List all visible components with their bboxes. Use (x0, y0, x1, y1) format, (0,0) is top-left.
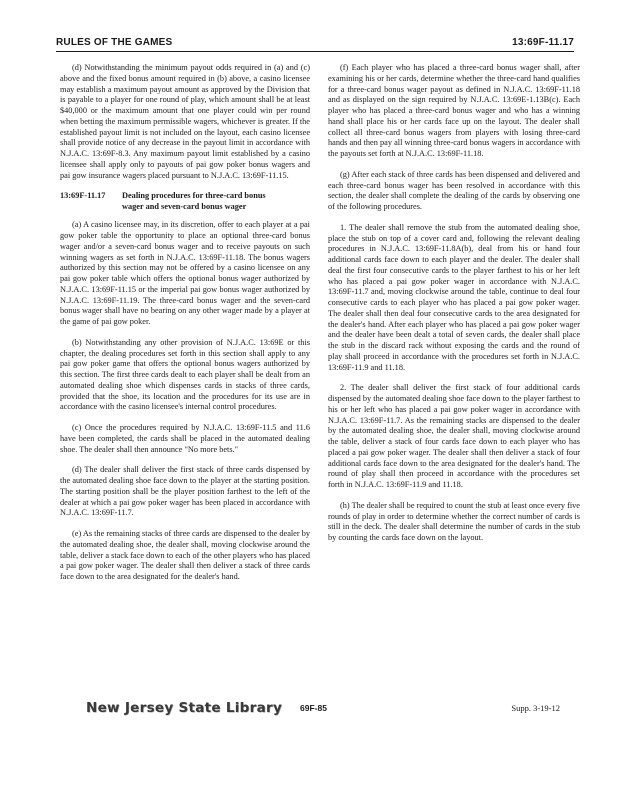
library-watermark: New Jersey State Library (86, 700, 283, 716)
paragraph-b: (b) Notwithstanding any other provision of N.J.A.C. 13:69E or this chapter, the dealing procedures set forth in this section shall apply to any pai gow poker game that offers the optional bonus wagers authorized by this section. The first three cards dealt to each player shall be dealt from an automated dealing shoe which dispenses cards in stacks of three cards, provided that the shoe, its location and the procedures for its use are in accordance with the casino licensee's internal control procedures. (60, 337, 310, 412)
paragraph-c: (c) Once the procedures required by N.J.A.C. 13:69F-11.5 and 11.6 have been completed, the cards shall be placed in the automated dealing shoe. The dealer shall then announce "No more bets." (60, 423, 310, 454)
chapter-title: RULES OF THE GAMES (56, 37, 173, 48)
paragraph-g: (g) After each stack of three cards has been dispensed and delivered and each three-card bonus wager has been resolved in accordance with this section, the dealer shall complete the dealing of the cards by observing one of the following procedures. (328, 169, 580, 211)
section-title-line-2: wager and seven-card bonus wager (122, 201, 247, 211)
paragraph-h: (h) The dealer shall be required to count the stub at least once every five rounds of play in order to determine whether the correct number of cards is still in the deck. The dealer shall determine the number of cards in the stub by counting the cards face down on the layout. (328, 500, 580, 542)
page-footer (0, 700, 621, 723)
section-title-line-1: Dealing procedures for three-card bonus (122, 191, 266, 201)
paragraph-d-payout-limit: (d) Notwithstanding the minimum payout odds required in (a) and (c) above and the fixed bonus amount required in (b) above, a casino licensee may establish a maximum payout amount as approved by the Division that is payable to a player for one round of play, which amount shall be at least $40,000 or the maximum amount that one player could win per round when betting the maximum permissible wagers, whichever is greater. If the established payout limit is not included on the layout, each casino licensee shall provide notice of any decrease in the payout limit in accordance with N.J.A.C. 13:69F-8.3. Any maximum payout limit established by a casino licensee shall apply only to payouts of pai gow poker bonus wagers and pai gow insurance wagers placed pursuant to N.J.A.C. 13:69F-11.15. (60, 63, 310, 180)
paragraph-e: (e) As the remaining stacks of three cards are dispensed to the dealer by the automated dealing shoe, the dealer shall, moving clockwise around the table, deliver a stack face down to each of the other players who has placed a pai gow poker wager. The dealer shall then deliver a stack of three cards face down to the area designated for the dealer's hand. (60, 529, 310, 581)
paragraph-f: (f) Each player who has placed a three-card bonus wager shall, after examining his or her cards, determine whether the three-card hand qualifies for a three-card bonus wager payout as defined in N.J.A.C. 13:69F-11.18 and as displayed on the sign required by N.J.A.C. 13:69E-1.13B(c). Each player who has placed a three-card bonus wager and who has a winning hand shall place his or her cards face up on the layout. The dealer shall collect all three-card bonus wagers from players with losing three-card hands and then pay all winning three-card bonus wagers in accordance with the payouts set forth at N.J.A.C. 13:69F-11.18. (328, 63, 580, 158)
supplement-date: Supp. 3-19-12 (511, 703, 560, 713)
left-column (60, 63, 310, 593)
paragraph-g-1: 1. The dealer shall remove the stub from the automated dealing shoe, place the stub on top of a cover card and, following the relevant dealing procedures in N.J.A.C. 13:69F-11.8A(b), deal from his or hand four additional cards face down to each player and the dealer. The dealer shall deal the first four consecutive cards to the player farthest to his or her left who has placed a pai gow poker wager in accordance with N.J.A.C. 13:69F-11.7 and, moving clockwise around the table, continue to deal four consecutive cards to each player who has placed a pai gow poker wager. The dealer shall then deal four consecutive cards to the area designated for the dealer's hand. After each player who has placed a pai gow poker wager and the dealer have been dealt a total of seven cards, the dealer shall place the stub in the discard rack without exposing the cards and the round of play shall proceed in accordance with the procedures set forth in N.J.A.C. 13:69F-11.9 and 11.18. (328, 222, 580, 372)
section-reference: 13:69F-11.17 (512, 37, 574, 48)
paragraph-g-2: 2. The dealer shall deliver the first stack of four additional cards dispensed by the automated dealing shoe face down to the player farthest to his or her left who has placed a pai gow poker wager in accordance with N.J.A.C. 13:69F-11.7. As the remaining stacks are dispensed to the dealer by the automated dealing shoe, the dealer shall, moving clockwise around the table, deliver a stack of four cards face down to each player who has placed a pai gow poker wager. The dealer shall then deliver a stack of four additional cards face down to the area designated for the dealer's hand. The round of play shall then proceed in accordance with the procedures set forth in N.J.A.C. 13:69F-11.9 and 11.18. (328, 383, 580, 489)
page-number: 69F-85 (300, 703, 327, 713)
right-column (328, 63, 580, 554)
paragraph-a: (a) A casino licensee may, in its discretion, offer to each player at a pai gow poker table the opportunity to place an optional three-card bonus wager and/or a seven-card bonus wager and to receive payouts on such winning wagers as set forth in N.J.A.C. 13:69F-11.18. The bonus wagers authorized by this section may not be offered by a casino licensee on any pai gow poker table which offers the optional bonus wager authorized by N.J.A.C. 13:69F-11.15 or the imperial pai gow bonus wager authorized by N.J.A.C. 13:69F-11.19. The three-card bonus wager and the seven-card bonus wager shall have no bearing on any other wager made by a player at the game of pai gow poker. (60, 220, 310, 326)
paragraph-d: (d) The dealer shall deliver the first stack of three cards dispensed by the automated dealing shoe face down to the player at the starting position. The starting position shall be the player position farthest to the left of the dealer at which a pai gow poker wager has been placed in accordance with N.J.A.C. 13:69F-11.7. (60, 465, 310, 518)
section-number: 13:69F-11.17 (60, 191, 106, 201)
section-heading (60, 191, 310, 212)
running-header (56, 37, 574, 52)
